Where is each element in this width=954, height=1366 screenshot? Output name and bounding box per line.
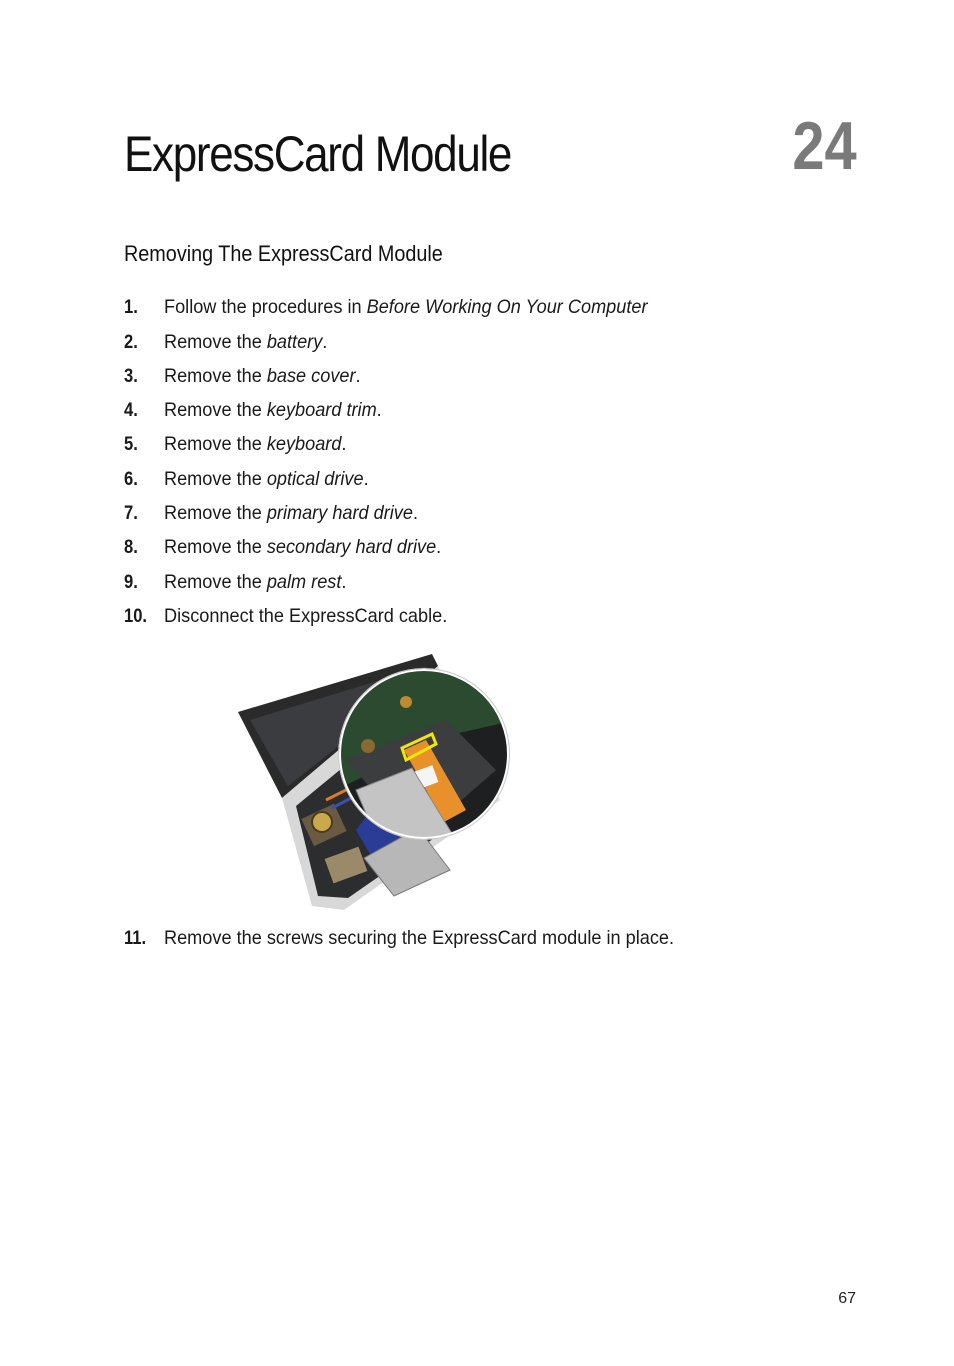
step-link-before-working[interactable]: Before Working On Your Computer <box>366 296 648 318</box>
step-link-secondary-hard-drive[interactable]: secondary hard drive <box>266 536 437 558</box>
step-text: Remove the battery. <box>164 331 328 353</box>
step-link-keyboard[interactable]: keyboard <box>266 433 342 455</box>
step-link-keyboard-trim[interactable]: keyboard trim <box>266 399 377 421</box>
expresscard-cable-figure <box>236 640 510 912</box>
section-heading: Removing The ExpressCard Module <box>124 241 443 266</box>
chapter-number: 24 <box>792 108 857 184</box>
step-link-base-cover[interactable]: base cover <box>266 365 356 387</box>
step-number: 5. <box>124 433 138 455</box>
step-link-optical-drive[interactable]: optical drive <box>266 468 364 490</box>
step-link-palm-rest[interactable]: palm rest <box>266 571 342 593</box>
step-number: 2. <box>124 331 138 353</box>
step-number: 9. <box>124 571 138 593</box>
page-number: 67 <box>838 1290 856 1307</box>
step-text: Remove the keyboard trim. <box>164 399 382 421</box>
step-text: Remove the base cover. <box>164 365 361 387</box>
step-number: 8. <box>124 536 138 558</box>
step-number: 3. <box>124 365 138 387</box>
step-text: Remove the secondary hard drive. <box>164 536 442 558</box>
step-link-battery[interactable]: battery <box>266 331 323 353</box>
step-text: Follow the procedures in Before Working On Your Computer <box>164 296 648 318</box>
step-text: Remove the screws securing the ExpressCard module in place. <box>164 927 675 949</box>
step-number: 7. <box>124 502 138 524</box>
step-number: 1. <box>124 296 138 318</box>
step-number: 6. <box>124 468 138 490</box>
step-number: 4. <box>124 399 138 421</box>
step-number: 10. <box>124 605 148 627</box>
step-text: Remove the primary hard drive. <box>164 502 419 524</box>
chapter-title: ExpressCard Module <box>124 126 512 182</box>
step-number: 11. <box>124 927 147 949</box>
step-text: Remove the keyboard. <box>164 433 347 455</box>
step-text: Disconnect the ExpressCard cable. <box>164 605 448 627</box>
step-text: Remove the optical drive. <box>164 468 369 490</box>
step-link-primary-hard-drive[interactable]: primary hard drive <box>266 502 413 524</box>
step-text: Remove the palm rest. <box>164 571 347 593</box>
